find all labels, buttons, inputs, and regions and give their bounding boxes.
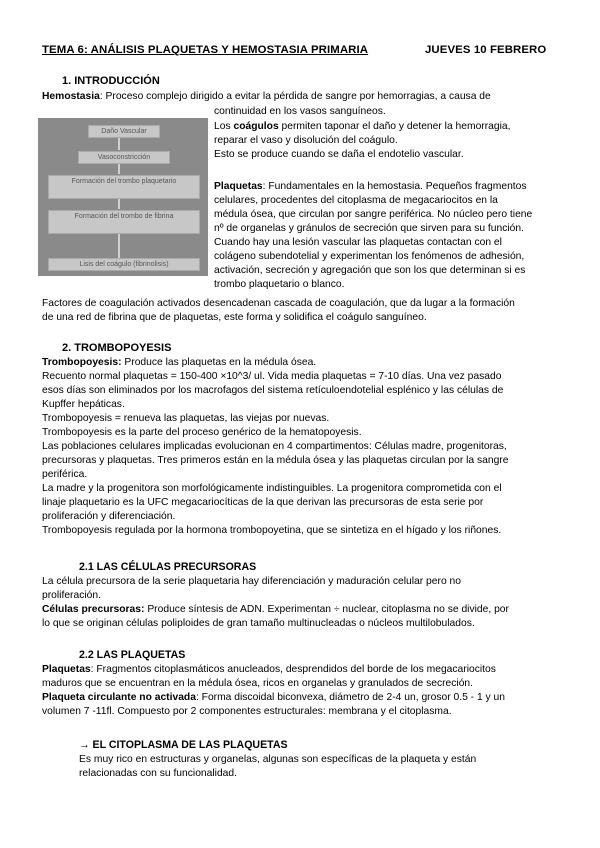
plaquetas-term: Plaquetas (214, 181, 263, 192)
figure-step-3: Formación del trombo plaquetario (48, 175, 200, 199)
plaqueta-circulante-term: Plaqueta circulante no activada (42, 692, 196, 703)
precursoras-paragraph: La célula precursora de la serie plaquetaria hay diferenciación y maduración celular pero no proliferación. Células precursoras: Produce síntesis de ADN. Experimentan ÷ nuclear, citoplasma no se divide, por lo que se originan células poliploides de gran tamaño multinucleadas o núcleos multilobulados. (42, 576, 509, 629)
hemostasia-definition: Hemostasia: Proceso complejo dirigido a evitar la pérdida de sangre por hemorragias, a causa de (42, 91, 491, 102)
figure-step-4: Formación del trombo de fibrina (48, 210, 200, 234)
heading-celulas-precursoras: 2.1 LAS CÉLULAS PRECURSORAS (79, 561, 257, 573)
hemostasia-definition-cont: continuidad en los vasos sanguíneos. (214, 106, 386, 117)
figure-step-5: Lisis del coágulo (fibrinolisis) (48, 258, 200, 271)
coagulos-paragraph: Los coágulos permiten taponar el daño y detener la hemorragia, reparar el vaso y disolución del coágulo. Esto se produce cuando se daña el endotelio vascular. (214, 121, 511, 160)
document-title: TEMA 6: ANÁLISIS PLAQUETAS Y HEMOSTASIA PRIMARIA (42, 44, 369, 56)
plaquetas-def-term: Plaquetas (42, 664, 91, 675)
celulas-precursoras-term: Células precursoras: (42, 604, 145, 615)
hemostasia-term: Hemostasia (42, 91, 100, 102)
document-date: JUEVES 10 FEBRERO (425, 44, 547, 56)
factores-paragraph: Factores de coagulación activados desencadenan cascada de coagulación, que da lugar a la formación de una red de fibrina que de plaquetas, este forma y solidifica el coágulo sanguíneo. (42, 298, 515, 323)
heading-las-plaquetas: 2.2 LAS PLAQUETAS (79, 649, 186, 661)
heading-introduccion: 1. INTRODUCCIÓN (62, 75, 160, 87)
heading-citoplasma: → EL CITOPLASMA DE LAS PLAQUETAS (79, 739, 288, 751)
hemostasis-steps-figure (38, 118, 208, 276)
figure-step-1: Daño Vascular (88, 125, 160, 138)
trombopoyesis-paragraph: Trombopoyesis: Produce las plaquetas en la médula ósea. Recuento normal plaquetas = 150-400 ×10^3/ ul. Vida media plaquetas = 7-10 días. Una vez pasado esos días son eliminados por los macrofagos del sistema retículoendotelial esplénico y las células de Kupffer hepáticas. Trombopoyesis = renueva las plaquetas, las viejas por nuevas. Trombopoyesis es la parte del proceso genérico de la hematopoyesis. Las poblaciones celulares implicadas evolucionan en 4 compartimentos: Células madre, progenitoras, precursoras y plaquetas. Tres primeros están en la médula ósea y las plaquetas circulan por la sangre periférica. La madre y la progenitora son morfológicamente indistinguibles. La progenitora comprometida con el linaje plaquetario es la UFC megacariocíticas de la que derivan las precursoras de esta serie por proliferación y diferenciación. Trombopoyesis regulada por la hormona trombopoyetina, que se sintetiza en el hígado y los riñones. (42, 357, 509, 536)
citoplasma-paragraph: Es muy rico en estructuras y organelas, algunas son específicas de la plaqueta y están relacionadas con su funcionalidad. (79, 754, 477, 779)
plaquetas-paragraph: Plaquetas: Fragmentos citoplasmáticos anucleados, desprendidos del borde de los megacariocitos maduros que se encuentran en la médula ósea, ricos en organelas y granulados de secreción. Plaqueta circulante no activada: Forma discoidal biconvexa, diámetro de 2-4 un, grosor 0.5 - 1 y un volumen 7 -11fl. Compuesto por 2 componentes estructurales: membrana y el citoplasma. (42, 664, 505, 717)
coagulos-term: coágulos (233, 121, 279, 132)
heading-trombopoyesis: 2. TROMBOPOYESIS (62, 342, 172, 354)
plaquetas-intro-paragraph: Plaquetas: Fundamentales en la hemostasia. Pequeños fragmentos celulares, procedentes del citoplasma de megacariocitos en la médula ósea, que circulan por sangre periférica. No núcleo pero tiene nº de organelas y gránulos de secreción que sirven para su función. Cuando hay una lesión vascular las plaquetas contactan con el colágeno subendotelial y experimentan los fenómenos de adhesión, activación, secreción y agregación que son los que determinan si es trombo plaquetario o blanco. (214, 181, 533, 290)
figure-step-2: Vasoconstricción (78, 151, 170, 164)
trombopoyesis-term: Trombopoyesis: (42, 357, 122, 368)
